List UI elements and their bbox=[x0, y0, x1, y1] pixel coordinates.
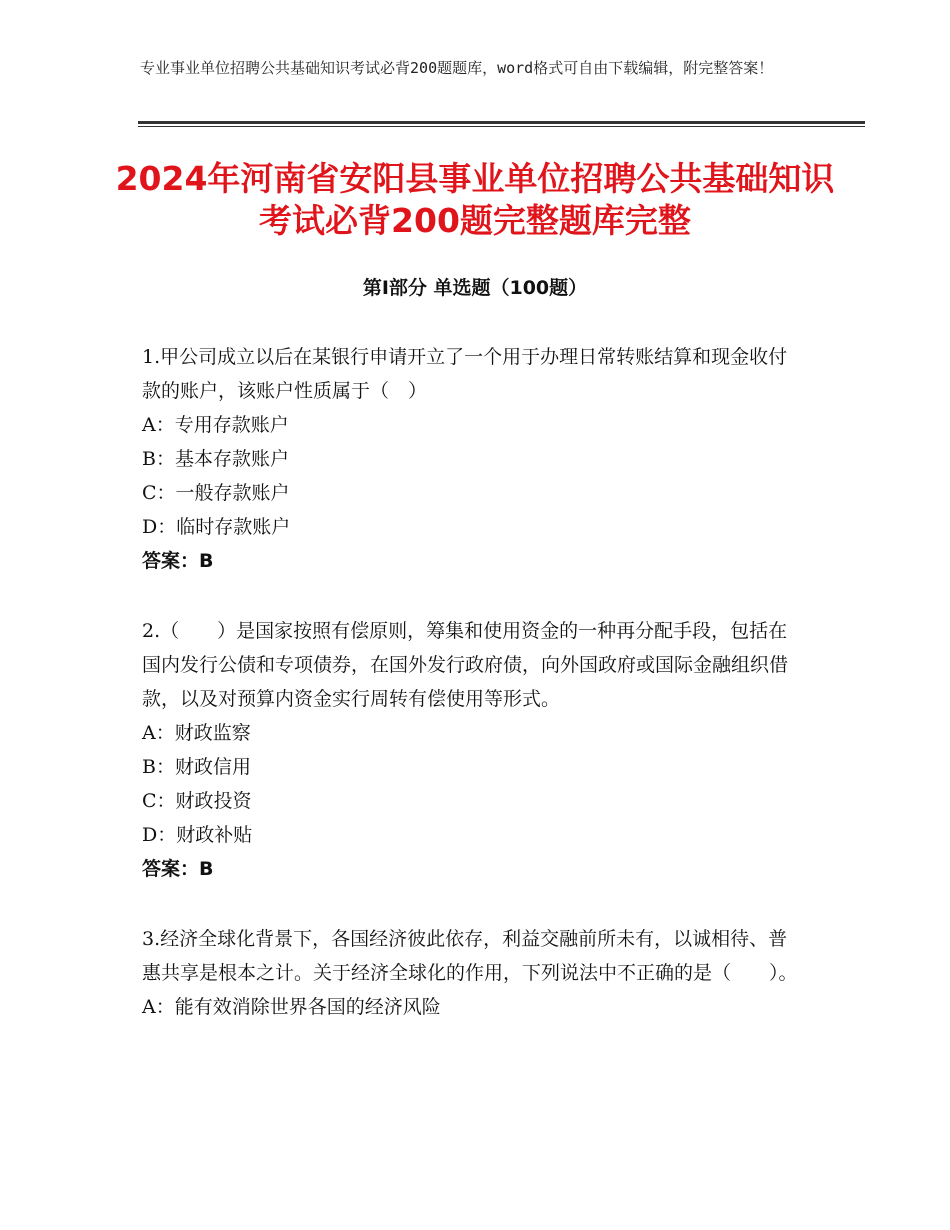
question-stem: 1.甲公司成立以后在某银行申请开立了一个用于办理日常转账结算和现金收付款的账户，该账户性质属于（ ） bbox=[142, 346, 788, 402]
question-stem: 2.（ ）是国家按照有偿原则，筹集和使用资金的一种再分配手段，包括在国内发行公债和专项债券，在国外发行政府债，向外国政府或国际金融组织借款，以及对预算内资金实行周转有偿使用等形式。 bbox=[142, 620, 789, 710]
section-heading: 第Ⅰ部分 单选题（100题） bbox=[362, 277, 588, 299]
option-a: A：财政监察 bbox=[142, 722, 251, 744]
header-note: 专业事业单位招聘公共基础知识考试必背200题题库，word格式可自由下载编辑，附完整答案！ bbox=[140, 59, 774, 77]
option-c: C：财政投资 bbox=[142, 790, 252, 812]
option-b: B：基本存款账户 bbox=[142, 448, 289, 470]
question-list bbox=[142, 340, 802, 1060]
question-stem: 3.经济全球化背景下，各国经济彼此依存，利益交融前所未有，以诚相待、普惠共享是根本之计。关于经济全球化的作用，下列说法中不正确的是（ ）。 bbox=[142, 928, 798, 984]
option-d: D：财政补贴 bbox=[142, 824, 253, 846]
question-3 bbox=[142, 922, 802, 1024]
option-c: C：一般存款账户 bbox=[142, 482, 290, 504]
option-b: B：财政信用 bbox=[142, 756, 251, 778]
header-rule-thick bbox=[138, 121, 865, 124]
document-title: 2024年河南省安阳县事业单位招聘公共基础知识考试必背200题完整题库完整 bbox=[115, 159, 835, 240]
question-2 bbox=[142, 614, 802, 886]
option-a: A：能有效消除世界各国的经济风险 bbox=[142, 996, 441, 1018]
question-1 bbox=[142, 340, 802, 578]
answer: 答案：B bbox=[142, 550, 214, 572]
option-a: A：专用存款账户 bbox=[142, 414, 289, 436]
option-d: D：临时存款账户 bbox=[142, 516, 291, 538]
answer: 答案：B bbox=[142, 858, 214, 880]
header-rule-thin bbox=[138, 126, 865, 127]
